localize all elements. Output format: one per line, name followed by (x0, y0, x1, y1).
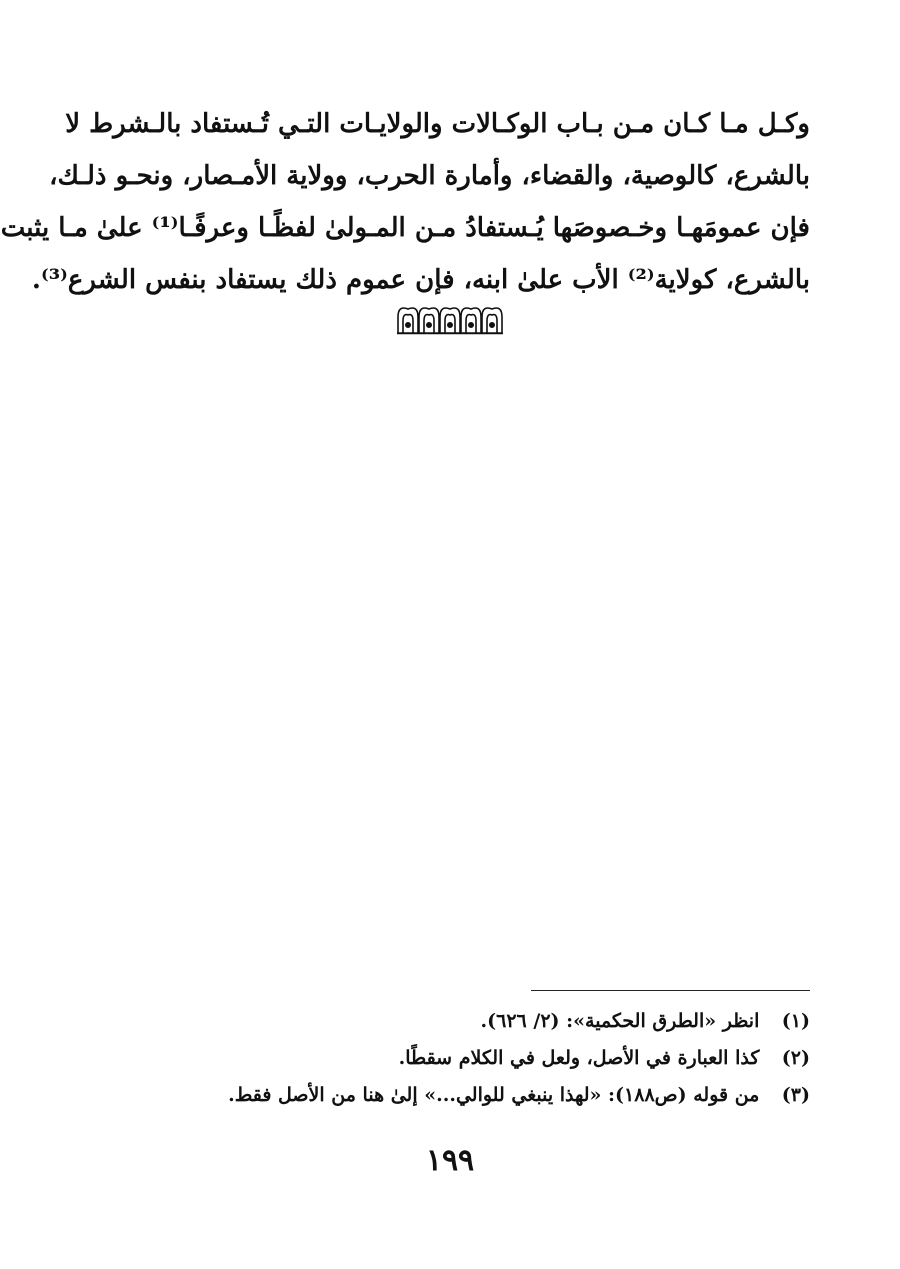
footnote-item (110, 1040, 810, 1077)
text-line: بالشرع، كولاية⁽²⁾ الأب علىٰ ابنه، فإن عموم ذلك يستفاد بنفس الشرع⁽³⁾. (31, 265, 810, 295)
footnote-text: انظر «الطرق الحكمية»: (٢/ ٦٢٦). (480, 1010, 760, 1032)
text-line: وكـل مـا كـان مـن بـاب الوكـالات والولايـات التـي تُـستفاد بالـشرط لا (65, 109, 810, 139)
footnote-number: (١) (781, 1010, 810, 1032)
page-number: ١٩٩ (425, 1143, 475, 1178)
ornament-unit (419, 308, 439, 333)
text-line: فإن عمومَهـا وخـصوصَها يُـستفادُ مـن المـولىٰ لفظًـا وعرفًـا⁽¹⁾ علىٰ مـا يثبت (0, 213, 810, 243)
footnote-number: (٣) (781, 1084, 810, 1106)
ornament-unit (398, 308, 418, 333)
ornament-unit (482, 308, 502, 333)
footnote-item (110, 1003, 810, 1040)
footnote-text: من قوله (ص١٨٨): «لهذا ينبغي للوالي...» إلىٰ هنا من الأصل فقط. (228, 1084, 760, 1106)
footnote-separator (531, 990, 810, 991)
footnote-item (110, 1077, 810, 1114)
main-text-block (0, 98, 810, 306)
footnote-text: كذا العبارة في الأصل، ولعل في الكلام سقطًا. (398, 1047, 760, 1069)
ornament-unit (461, 308, 481, 333)
footnote-number: (٢) (781, 1047, 810, 1069)
floral-separator-icon (395, 301, 505, 335)
footnotes-block (110, 1003, 810, 1114)
text-line: بالشرع، كالوصية، والقضاء، وأمارة الحرب، وولاية الأمـصار، ونحـو ذلـك، (49, 161, 810, 191)
ornament-unit (440, 308, 460, 333)
